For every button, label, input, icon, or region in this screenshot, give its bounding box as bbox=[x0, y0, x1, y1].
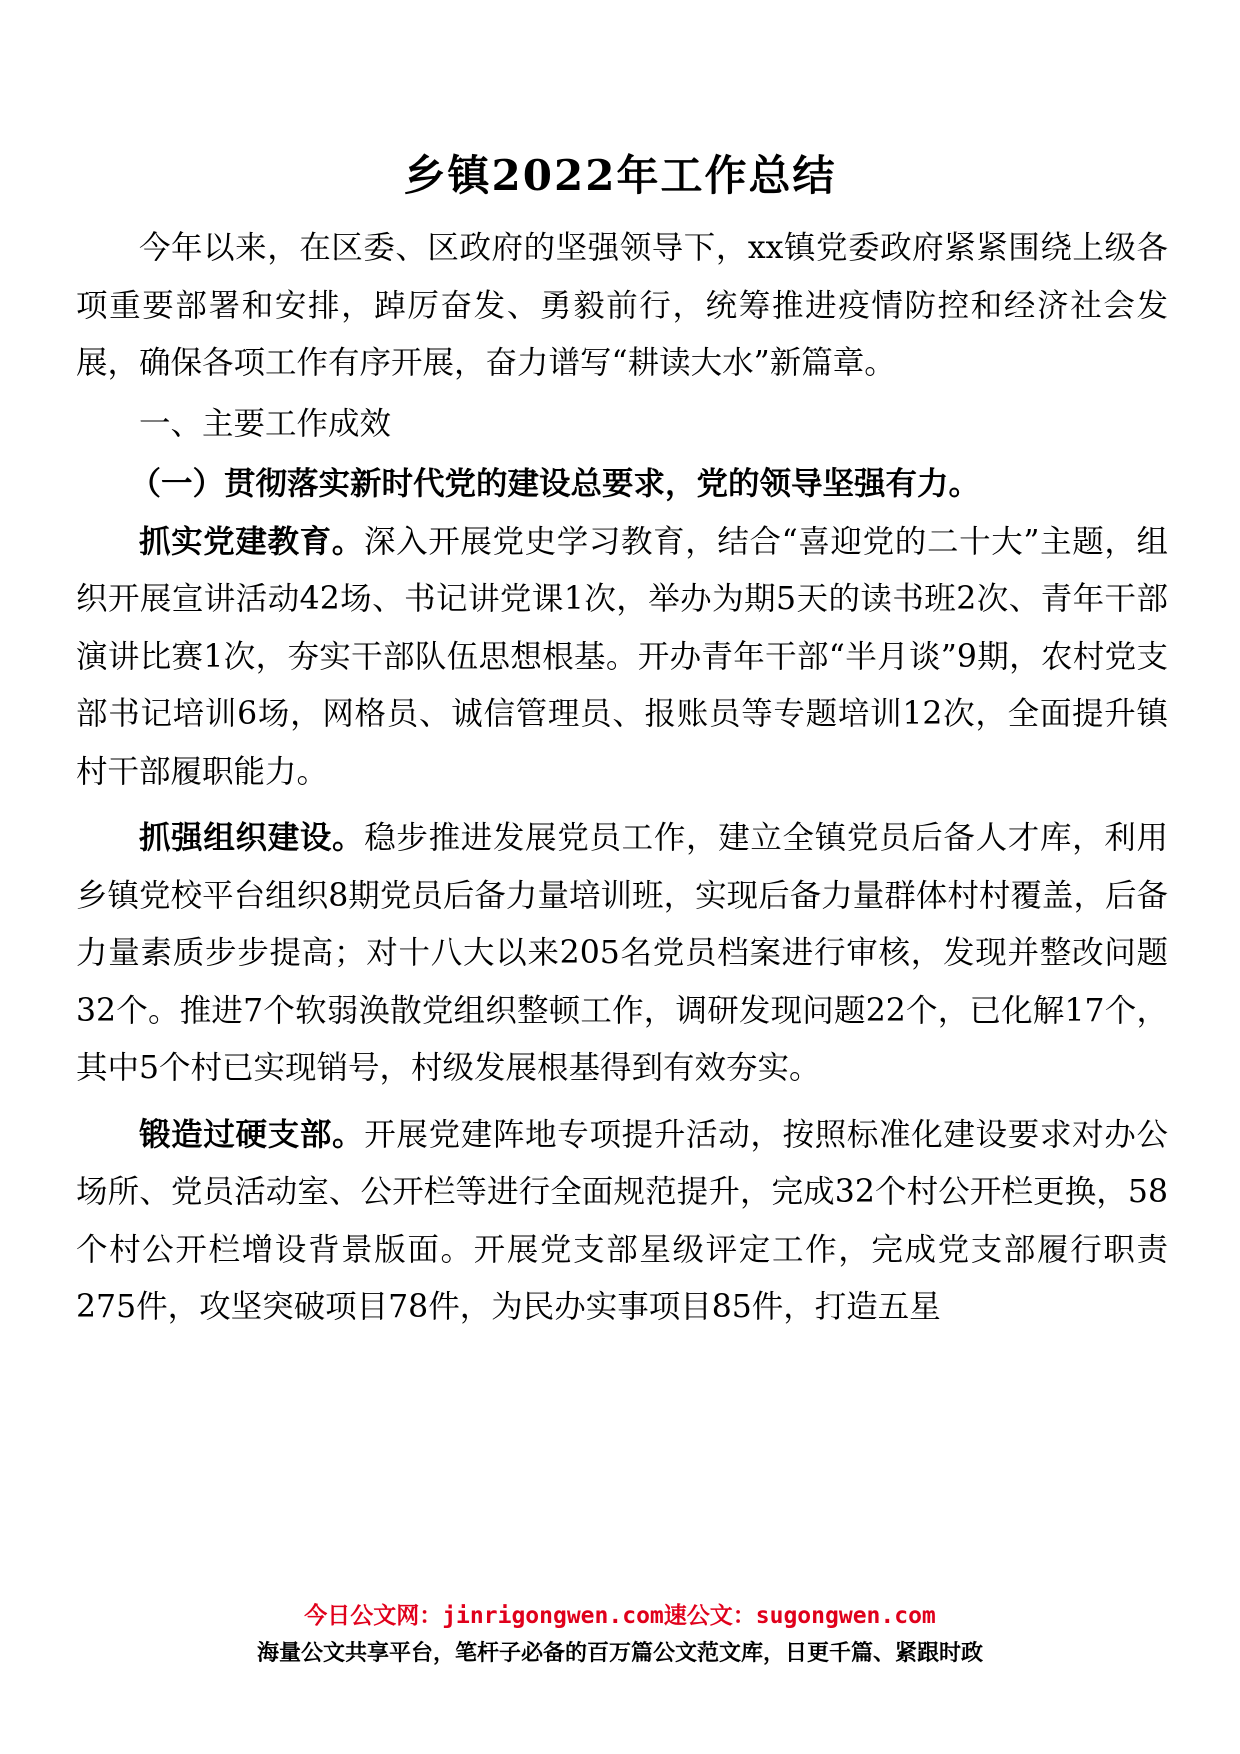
paragraph-lead: 抓实党建教育。 bbox=[139, 522, 364, 560]
paragraph-text: 开展党建阵地专项提升活动，按照标准化建设要求对办公场所、党员活动室、公开栏等进行全面规范提升，完成32个村公开栏更换，58个村公开栏增设背景版面。开展党支部星级评定工作，完成党支部履行职责275件，攻坚突破项目78件，为民办实事项目85件，打造五星 bbox=[76, 1116, 1168, 1325]
intro-paragraph: 今年以来，在区委、区政府的坚强领导下，xx镇党委政府紧紧围绕上级各项重要部署和安排，踔厉奋发、勇毅前行，统筹推进疫情防控和经济社会发展，确保各项工作有序开展，奋力谱写“耕读大水”新篇章。 bbox=[76, 230, 1168, 381]
footer-slogan: 海量公文共享平台，笔杆子必备的百万篇公文范文库，日更千篇、紧跟时政 bbox=[256, 1641, 983, 1666]
paragraph-text: 深入开展党史学习教育，结合“喜迎党的二十大”主题，组织开展宣讲活动42场、书记讲党课1次，举办为期5天的读书班2次、青年干部演讲比赛1次，夯实干部队伍思想根基。开办青年干部“半月谈”9期，农村党支部书记培训6场，网格员、诚信管理员、报账员等专题培训12次，全面提升镇村干部履职能力。 bbox=[76, 523, 1168, 790]
site2-link[interactable]: sugongwen.com bbox=[755, 1603, 936, 1629]
paragraph-party-education bbox=[76, 513, 1168, 802]
page-title: 乡镇2022年工作总结 bbox=[403, 151, 837, 201]
paragraph-lead: 抓强组织建设。 bbox=[139, 819, 365, 856]
site2-label: 速公文： bbox=[663, 1603, 756, 1629]
document-body bbox=[76, 220, 1168, 1337]
footer-sites bbox=[0, 1598, 1240, 1634]
footer-watermark bbox=[0, 1598, 1240, 1672]
section-heading: 一、主要工作成效 bbox=[139, 405, 392, 442]
site1-link[interactable]: jinrigongwen.com bbox=[442, 1603, 664, 1629]
paragraph-organization bbox=[76, 809, 1168, 1098]
section-subheading: （一）贯彻落实新时代党的建设总要求，党的领导坚强有力。 bbox=[129, 465, 981, 502]
site1-label: 今日公文网： bbox=[304, 1603, 443, 1629]
paragraph-lead: 锻造过硬支部。 bbox=[139, 1115, 365, 1153]
paragraph-branch bbox=[76, 1106, 1168, 1337]
paragraph-text: 稳步推进发展党员工作，建立全镇党员后备人才库，利用乡镇党校平台组织8期党员后备力量培训班，实现后备力量群体村村覆盖，后备力量素质步步提高；对十八大以来205名党员档案进行审核，发现并整改问题32个。推进7个软弱涣散党组织整顿工作，调研发现问题22个，已化解17个，其中5个村已实现销号，村级发展根基得到有效夯实。 bbox=[76, 820, 1168, 1086]
